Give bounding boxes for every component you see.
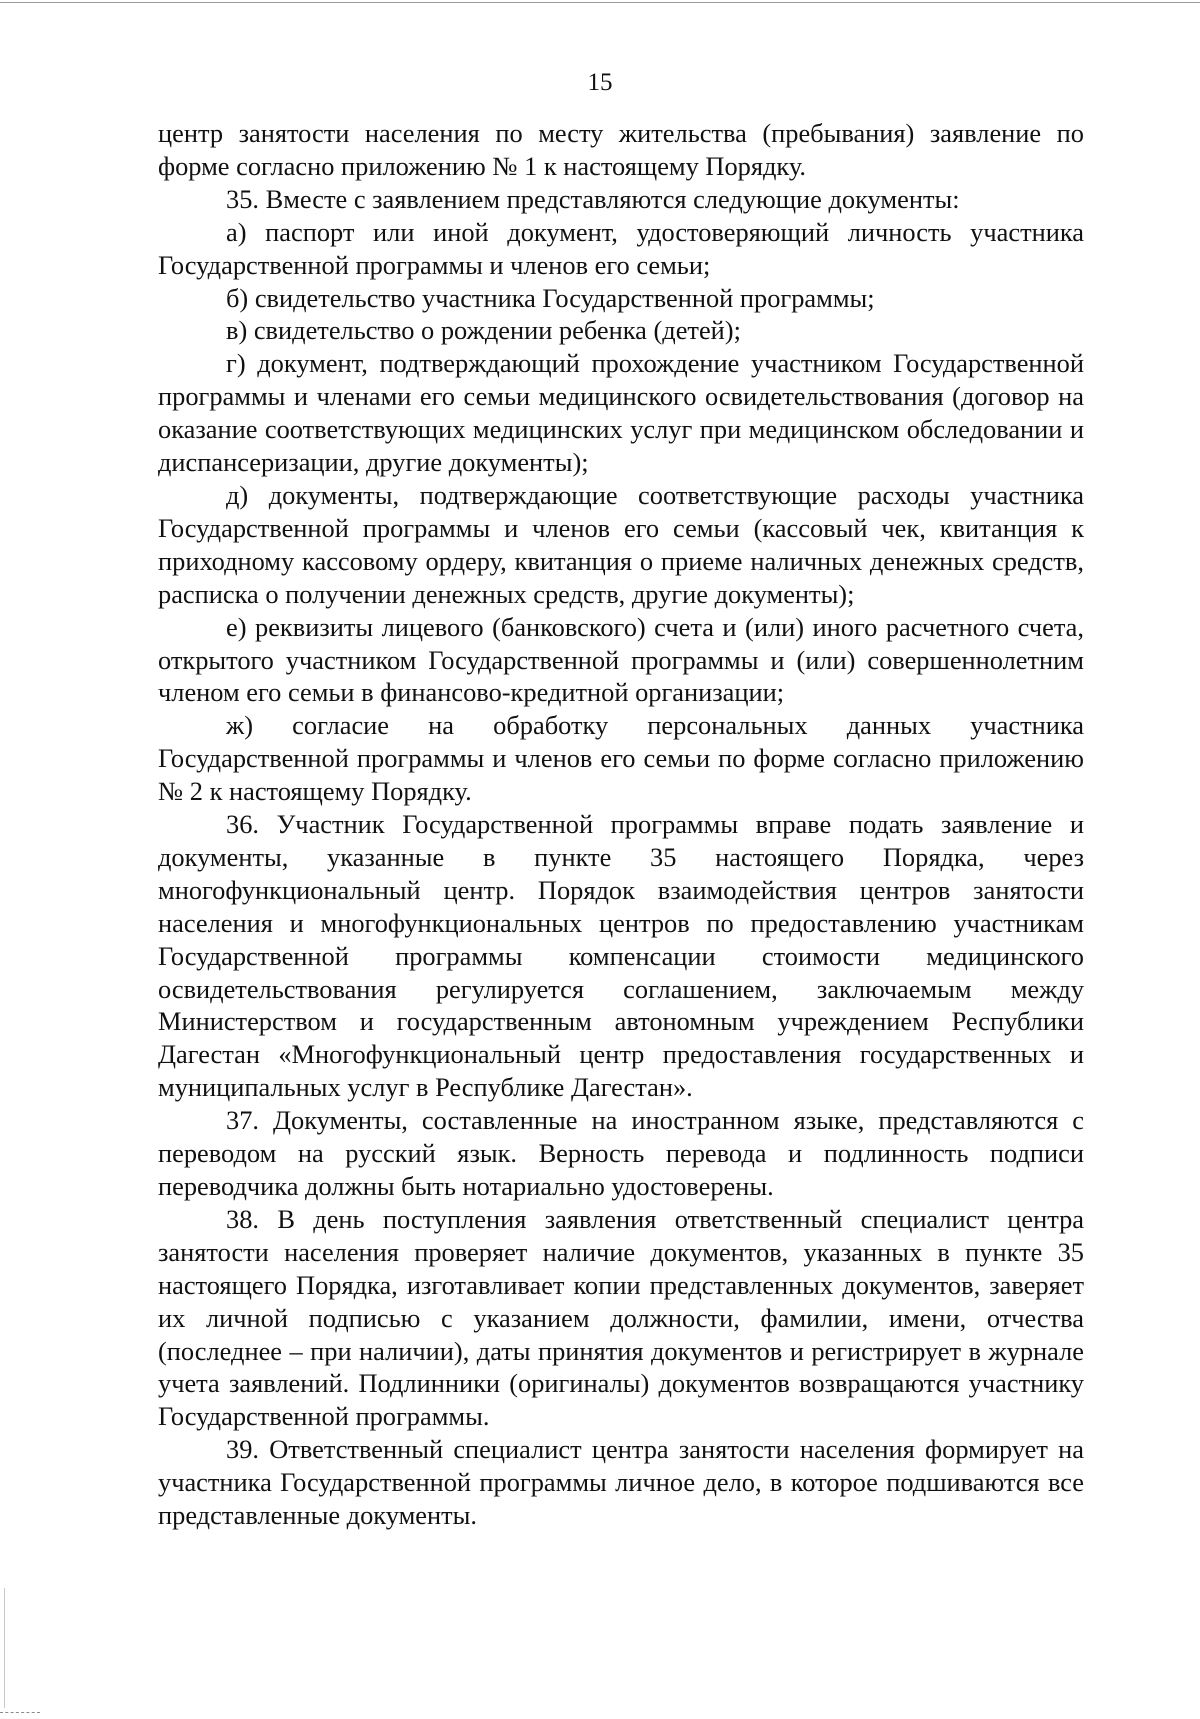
paragraph-36: 36. Участник Государственной программы вправе подать заявление и документы, указанные в пункте 35 настоящего Порядка, через многофункциональный центр. Порядок взаимодействия центров занятости населения и многофункциональных центров по предоставлению участникам Государственной программы компенсации стоимости медицинского освидетельствования регулируется соглашением, заключаемым между Министерством и государственным автономным учреждением Республики Дагестан «Многофункциональный центр предоставления государственных и муниципальных услуг в Республике Дагестан». bbox=[158, 809, 1084, 1103]
paragraph-35: 35. Вместе с заявлением представляются следующие документы: bbox=[226, 183, 960, 214]
paragraph-35-item-b: б) свидетельство участника Государственной программы; bbox=[226, 282, 875, 313]
paragraph-37: 37. Документы, составленные на иностранном языке, представляются с переводом на русский язык. Верность перевода и подлинность подписи переводчика должны быть нотариально удостоверены. bbox=[158, 1105, 1084, 1201]
document-body bbox=[158, 117, 1084, 1532]
paragraph-35-item-d: д) документы, подтверждающие соответствующие расходы участника Государственной программы и членов его семьи (кассовый чек, квитанция к приходному кассовому ордеру, квитанция о приеме наличных денежных средств, расписка о получении денежных средств, другие документы); bbox=[158, 479, 1084, 609]
page-top-edge bbox=[0, 2, 1200, 3]
paragraph-39: 39. Ответственный специалист центра занятости населения формирует на участника Государственной программы личное дело, в которое подшиваются все представленные документы. bbox=[158, 1434, 1084, 1531]
paragraph-continuation: центр занятости населения по месту жительства (пребывания) заявление по форме согласно приложению № 1 к настоящему Порядку. bbox=[158, 118, 1084, 181]
paragraph-38: 38. В день поступления заявления ответственный специалист центра занятости населения проверяет наличие документов, указанных в пункте 35 настоящего Порядка, изготавливает копии представленных документов, заверяет их личной подписью с указанием должности, фамилии, имени, отчества (последнее – при наличии), даты принятия документов и регистрирует в журнале учета заявлений. Подлинники (оригиналы) документов возвращаются участнику Государственной программы. bbox=[158, 1203, 1084, 1432]
paragraph-35-item-e: е) реквизиты лицевого (банковского) счета и (или) иного расчетного счета, открытого участником Государственной программы и (или) совершеннолетним членом его семьи в финансово-кредитной организации; bbox=[158, 611, 1084, 708]
scan-edge-mark bbox=[4, 1588, 5, 1708]
paragraph-35-item-a: а) паспорт или иной документ, удостоверяющий личность участника Государственной программы и членов его семьи; bbox=[158, 216, 1084, 280]
scan-corner-mark bbox=[0, 1711, 40, 1713]
paragraph-35-item-zh: ж) согласие на обработку персональных данных участника Государственной программы и членов его семьи по форме согласно приложению № 2 к настоящему Порядку. bbox=[158, 710, 1084, 807]
page-number: 15 bbox=[587, 69, 613, 96]
paragraph-35-item-g: г) документ, подтверждающий прохождение участником Государственной программы и членами его семьи медицинского освидетельствования (договор на оказание соответствующих медицинских услуг при медицинском обследовании и диспансеризации, другие документы); bbox=[158, 348, 1084, 478]
paragraph-35-item-v: в) свидетельство о рождении ребенка (детей); bbox=[226, 315, 741, 346]
